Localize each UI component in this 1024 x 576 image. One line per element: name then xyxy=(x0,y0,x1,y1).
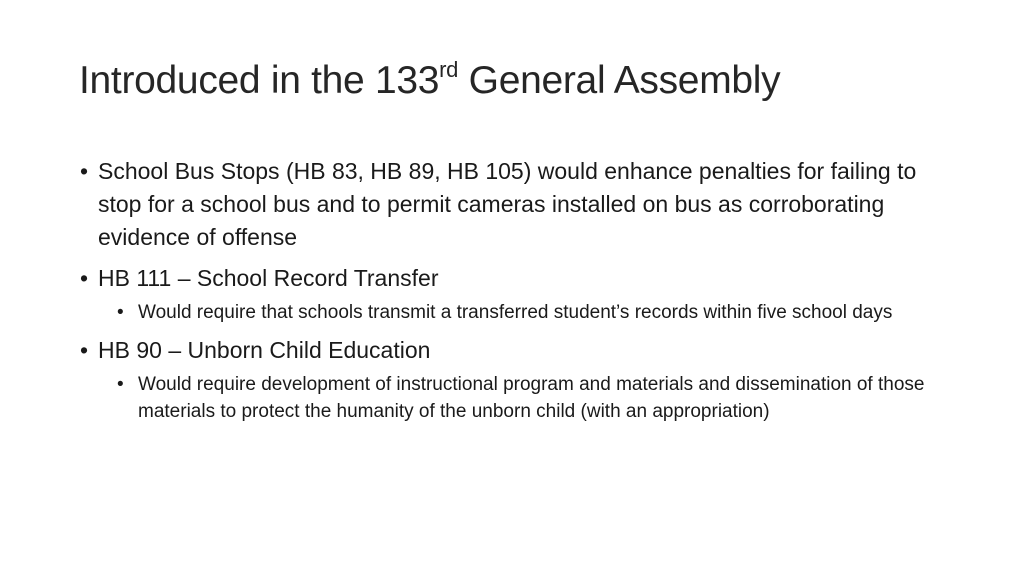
slide-title xyxy=(79,58,780,105)
bullet-text: School Bus Stops (HB 83, HB 89, HB 105) would enhance penalties for failing to stop for a school bus and to permit cameras installed on bus as corroborating evidence of offense xyxy=(98,158,917,250)
bullet-item-school-bus-stops xyxy=(80,155,950,254)
bullet-text: HB 90 – Unborn Child Education xyxy=(98,337,431,363)
sub-bullet-text: Would require that schools transmit a transferred student’s records within five school days xyxy=(138,302,893,323)
sub-bullet-list xyxy=(98,371,950,425)
sub-bullet-text: Would require development of instructional program and materials and dissemination of those materials to protect the humanity of the unborn child (with an appropriation) xyxy=(138,374,925,422)
title-main: Introduced in the 133 xyxy=(79,59,440,102)
sub-bullet-icon: • xyxy=(117,302,124,323)
sub-bullet-item xyxy=(98,371,950,425)
bullet-icon: • xyxy=(80,158,89,184)
slide-content xyxy=(80,155,950,433)
bullet-icon: • xyxy=(80,265,89,291)
sub-bullet-icon: • xyxy=(117,374,124,395)
bullet-item-hb-111 xyxy=(80,262,950,326)
bullet-icon: • xyxy=(80,337,89,363)
title-superscript: rd xyxy=(439,57,459,82)
bullet-text: HB 111 – School Record Transfer xyxy=(98,265,439,291)
sub-bullet-list xyxy=(98,299,950,326)
bullet-list xyxy=(80,155,950,425)
title-rest: General Assembly xyxy=(458,59,781,102)
sub-bullet-item xyxy=(98,299,950,326)
bullet-item-hb-90 xyxy=(80,334,950,425)
